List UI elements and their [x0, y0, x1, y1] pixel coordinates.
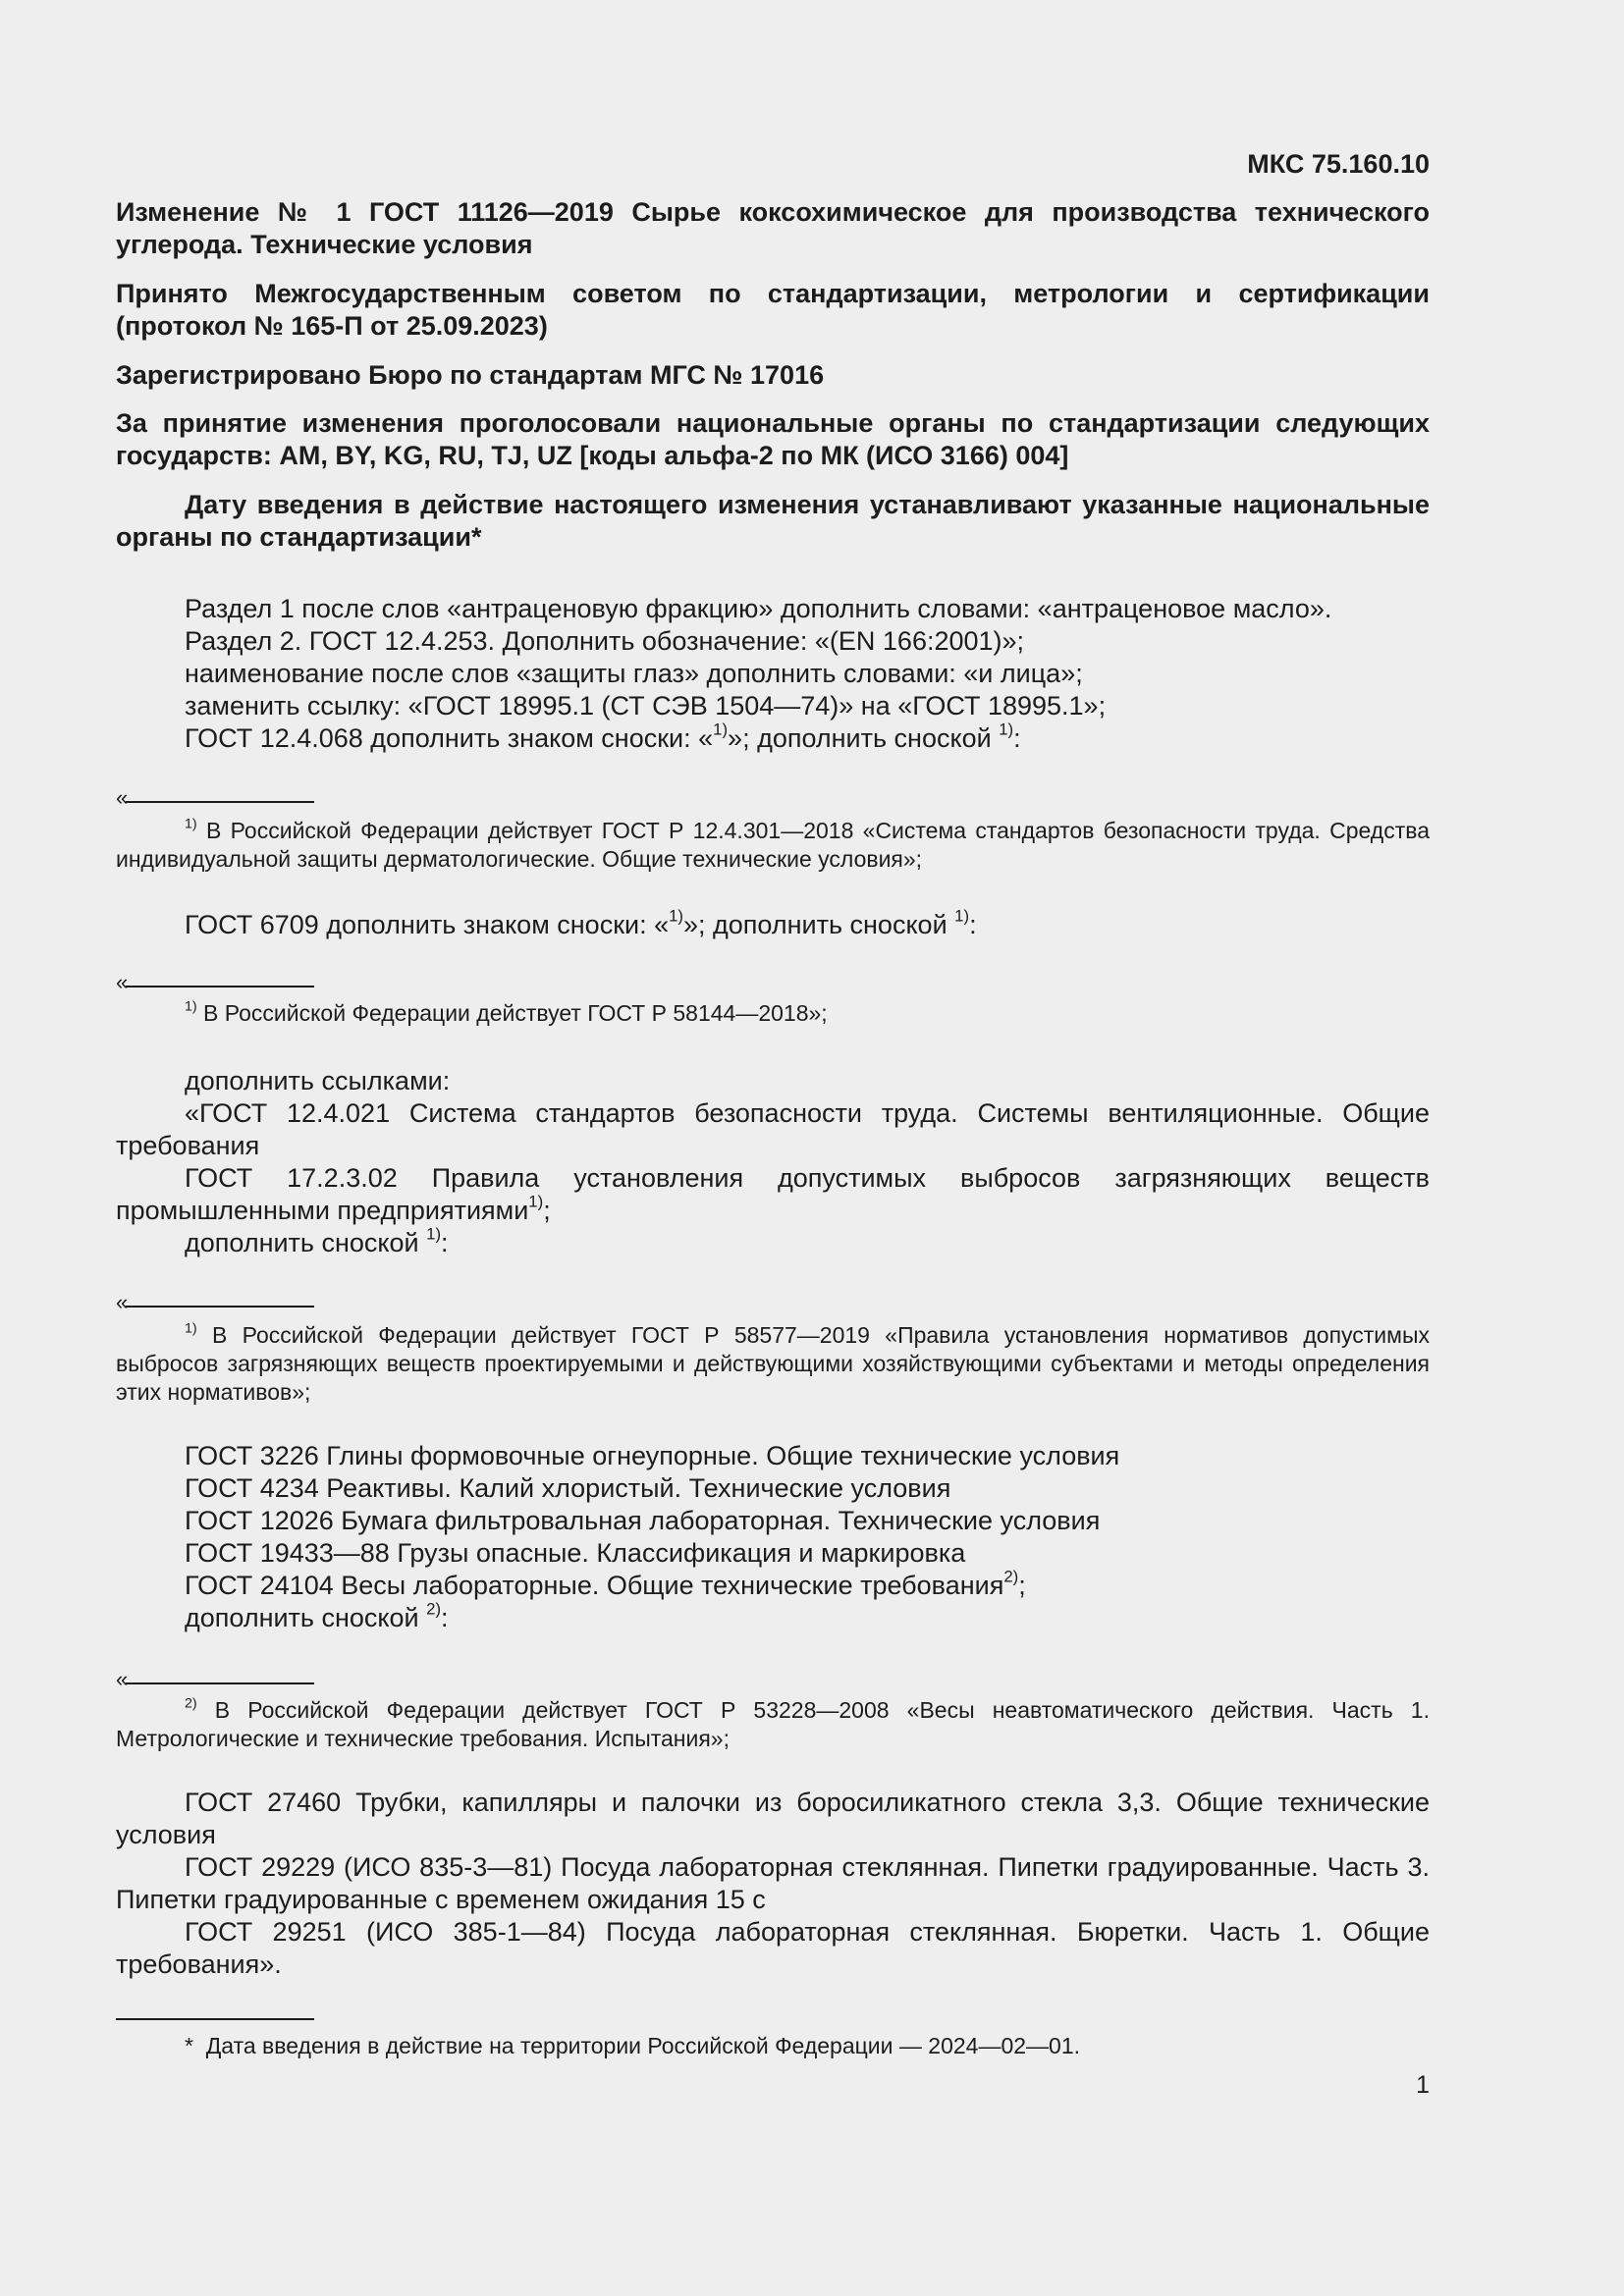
body-line: ГОСТ 3226 Глины формовочные огнеупорные. Общие технические условия: [185, 1441, 1120, 1470]
body-line: заменить ссылку: «ГОСТ 18995.1 (СТ СЭВ 1504—74)» на «ГОСТ 18995.1»;: [185, 691, 1107, 721]
body-line: ГОСТ 27460 Трубки, капилляры и палочки из боросиликатного стекла 3,3. Общие технические условия: [116, 1788, 1430, 1849]
body-line: ГОСТ 4234 Реактивы. Калий хлористый. Технические условия: [185, 1473, 951, 1503]
footnote-ref: 2): [1003, 1567, 1019, 1586]
footnote: $^{1)}$ В Российской Федерации действует ГОСТ Р 58144—2018»;: [185, 998, 828, 1026]
references-block: [116, 1065, 1430, 1259]
document-page: МКС 75.160.10 Изменение № 1 ГОСТ 11126—2019 Сырье коксохимическое для производства технического углерода. Технические условия Принято Межгосударственным советом по стандартизации, метрологии и сертификации (протокол № 165-П от 25.09.2023) Зарегистрировано Бюро по стандартам МГС № 17016 За принятие изменения проголосовали национальные органы по стандартизации следующих государств: AM, BY, KG, RU, TJ, UZ [коды альфа-2 по МК (ИСО 3166) 004] Дату введения в действие настоящего изменения устанавливают указанные национальные органы по стандартизации* Раздел 1 после слов «антраценовую фракцию» дополнить словами: «антраценовое масло». Раздел 2. ГОСТ 12.4.253. Дополнить обозначение: «(EN 166:2001)»; наименование после слов «защиты глаз» дополнить словами: «и лица»; заменить ссылку: «ГОСТ 18995.1 (СТ СЭВ 1504—74)» на «ГОСТ 18995.1»; ГОСТ 12.4.068 дополнить знаком сноски: «$^{1)}$»; дополнить сноской $^{1)}$: « $^{1)}$ В Российской Федерации действует ГОСТ Р 12.4.301—2018 «Система стандартов безопасности труда. Средства индивидуальной защиты дерматологические. Общие технические условия»; ГОСТ 6709 дополнить знаком сноски: «$^{1)}$»; дополнить сноской $^{1)}$: « $^{1)}$ В Российской Федерации действует ГОСТ Р 58144—2018»; дополнить ссылками: «ГОСТ 12.4.021 Система стандартов безопасности труда. Системы вентиляционные. Общие требования ГОСТ 17.2.3.02 Правила установления допустимых выбросов загрязняющих веществ промышленными предприятиями$^{1)}$; дополнить сноской $^{1)}$: « $^{1)}$ В Российской Федерации действует ГОСТ Р 58577—2019 «Правила установления нормативов допустимых выбросов загрязняющих веществ проектируемыми и действующими хозяйствующими субъектами и методы определения этих нормативов»; ГОСТ 3226 Глины формовочные огнеупорные. Общие технические условия ГОСТ 4234 Реактивы. Калий хлористый. Технические условия ГОСТ 12026 Бумага фильтровальная лабораторная. Технические условия ГОСТ 19433—88 Грузы опасные. Классификация и маркировка ГОСТ 24104 Весы лабораторные. Общие технические требования$^{2)}$; дополнить сноской $^{2)}$: « $^{2)}$ В Российской Федерации действует ГОСТ Р 53228—2008 «Весы неавтоматического действия. Часть 1. Метрологические и технические требования. Испытания»; ГОСТ 27460 Трубки, капилляры и палочки из боросиликатного стекла 3,3. Общие технические условия ГОСТ 29229 (ИСО 835-3—81) Посуда лабораторная стеклянная. Пипетки градуированные. Часть 3. Пипетки градуированные с временем ожидания 15 с ГОСТ 29251 (ИСО 385-1—84) Посуда лабораторная стеклянная. Бюретки. Часть 1. Общие требования». * Дата введения в действие на территории Российской Федерации — 2024—02—01. 1: [116, 149, 1430, 2099]
footnote-ref: 1): [999, 720, 1014, 739]
body-line: ГОСТ 19433—88 Грузы опасные. Классификация и маркировка: [185, 1538, 966, 1568]
amendment-title: Изменение № 1 ГОСТ 11126—2019 Сырье коксохимическое для производства технического углерода. Технические условия: [116, 197, 1430, 259]
footnote: $^{1)}$ В Российской Федерации действует ГОСТ Р 12.4.301—2018 «Система стандартов безопасности труда. Средства индивидуальной защиты дерматологические. Общие технические условия»;: [116, 816, 1430, 872]
footnote-ref: 1): [669, 906, 683, 926]
body-line: Раздел 1 после слов «антраценовую фракцию» дополнить словами: «антраценовое масло».: [185, 594, 1332, 623]
body-line: ГОСТ 12026 Бумага фильтровальная лабораторная. Технические условия: [185, 1506, 1101, 1535]
body-line: ГОСТ 29229 (ИСО 835-3—81) Посуда лабораторная стеклянная. Пипетки градуированные. Часть 3. Пипетки градуированные с временем ожидания 15 с: [116, 1852, 1430, 1914]
footnote-ref: 1): [954, 906, 970, 926]
references-block: [116, 1787, 1430, 1981]
references-block: [116, 1440, 1430, 1634]
body-line: дополнить сноской $^{1)}$:: [185, 1224, 449, 1257]
effective-date-note: Дату введения в действие настоящего изменения устанавливают указанные национальные органы по стандартизации*: [116, 490, 1430, 552]
mks-code: МКС 75.160.10: [1247, 149, 1430, 179]
footnote-separator: [116, 2018, 314, 2020]
body-line: ГОСТ 6709 дополнить знаком сноски: «$^{1)}$»; дополнить сноской $^{1)}$:: [185, 906, 977, 939]
adopted-by: Принято Межгосударственным советом по стандартизации, метрологии и сертификации (протокол № 165-П от 25.09.2023): [116, 279, 1430, 341]
body-line: наименование после слов «защиты глаз» дополнить словами: «и лица»;: [185, 659, 1083, 688]
body-line: ГОСТ 17.2.3.02 Правила установления допустимых выбросов загрязняющих веществ промышленными предприятиями$^{1)}$;: [116, 1163, 1430, 1225]
voted-states: За принятие изменения проголосовали национальные органы по стандартизации следующих государств: AM, BY, KG, RU, TJ, UZ [коды альфа-2 по МК (ИСО 3166) 004]: [116, 408, 1430, 470]
body-line: ГОСТ 29251 (ИСО 385-1—84) Посуда лабораторная стеклянная. Бюретки. Часть 1. Общие требования».: [116, 1917, 1430, 1979]
footnote-ref: 1): [426, 1224, 442, 1244]
footnote: $^{1)}$ В Российской Федерации действует ГОСТ Р 58577—2019 «Правила установления нормативов допустимых выбросов загрязняющих веществ проектируемыми и действующими хозяйствующими субъектами и методы определения этих нормативов»;: [116, 1320, 1430, 1405]
section-changes-block: [116, 593, 1430, 755]
footnote-ref: 1): [713, 720, 729, 739]
body-line: дополнить сноской $^{2)}$:: [185, 1599, 449, 1632]
body-line: ГОСТ 24104 Весы лабораторные. Общие технические требования$^{2)}$;: [185, 1567, 1026, 1600]
page-number: 1: [1416, 2071, 1430, 2099]
footnote-ref: 1): [528, 1192, 544, 1211]
footnote: $^{2)}$ В Российской Федерации действует ГОСТ Р 53228—2008 «Весы неавтоматического действия. Часть 1. Метрологические и технические требования. Испытания»;: [116, 1695, 1430, 1751]
body-line: ГОСТ 12.4.068 дополнить знаком сноски: «$^{1)}$»; дополнить сноской $^{1)}$:: [185, 720, 1021, 753]
footnote-ref: 2): [426, 1599, 442, 1619]
registered-by: Зарегистрировано Бюро по стандартам МГС № 17016: [116, 360, 825, 390]
body-line: Раздел 2. ГОСТ 12.4.253. Дополнить обозначение: «(EN 166:2001)»;: [185, 626, 1025, 656]
bottom-footnote: * Дата введения в действие на территории Российской Федерации — 2024—02—01.: [185, 2033, 1081, 2058]
body-line: «ГОСТ 12.4.021 Система стандартов безопасности труда. Системы вентиляционные. Общие требования: [116, 1098, 1430, 1160]
body-line: дополнить ссылками:: [185, 1066, 451, 1095]
